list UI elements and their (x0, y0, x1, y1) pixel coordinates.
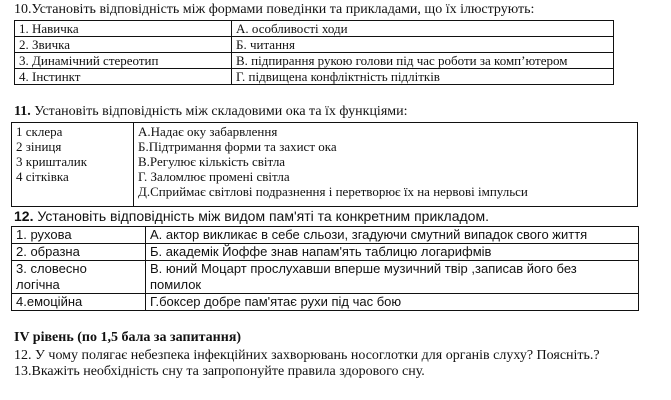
question-12-title (14, 208, 489, 224)
question-11-table (11, 122, 638, 207)
behavior-example: Г. підвищена конфліктність підлітків (232, 69, 614, 85)
question-12b: 12. У чому полягає небезпека інфекційних захворювань носоглотки для органів слуху? Поясніть.? (14, 348, 600, 363)
behavior-form: 2. Звичка (15, 37, 232, 53)
question-12-table (11, 226, 639, 311)
memory-type-line: 3. словесно (16, 261, 87, 276)
behavior-form: 1. Навичка (15, 21, 232, 37)
table-row (12, 261, 639, 294)
question-11-title (14, 104, 408, 120)
memory-example (146, 261, 639, 294)
question-number: 11. (14, 104, 31, 119)
memory-example-line: помилок (150, 277, 202, 292)
behavior-form: 4. Інстинкт (15, 69, 232, 85)
question-number: 12. (14, 208, 34, 224)
question-text: Установіть відповідність між видом пам'яті та конкретним прикладом. (33, 208, 489, 224)
memory-type-line: логічна (16, 277, 60, 292)
question-13: 13.Вкажіть необхідність сну та запропонуйте правила здорового сну. (14, 364, 425, 379)
level-heading: IV рівень (по 1,5 бала за запитання) (14, 330, 242, 345)
memory-example: А. актор викликає в себе сльози, згадуючи смутний випадок свого життя (146, 227, 639, 244)
memory-type (12, 261, 146, 294)
eye-functions-list (134, 123, 638, 207)
eye-parts-list (12, 123, 134, 207)
question-text: Установіть відповідність між складовими ока та їх функціями: (30, 104, 408, 119)
list-item: 2 зіниця (16, 139, 62, 154)
memory-example: Г.боксер добре пам'ятає рухи під час бою (146, 294, 639, 311)
question-10-title: 10.Установіть відповідність між формами поведінки та прикладами, що їх ілюструють: (14, 2, 535, 17)
memory-example: Б. академік Йоффе знав напам'ять таблицю логарифмів (146, 244, 639, 261)
list-item: А.Надає оку забарвлення (138, 124, 278, 139)
table-row (15, 53, 614, 69)
memory-type: 2. образна (12, 244, 146, 261)
table-row (15, 37, 614, 53)
question-10-table (14, 20, 614, 85)
list-item: 4 сітківка (16, 169, 69, 184)
table-row (12, 294, 639, 311)
behavior-example: В. підпирання рукою голови під час роботи за комп’ютером (232, 53, 614, 69)
memory-type: 1. рухова (12, 227, 146, 244)
table-row (15, 21, 614, 37)
list-item: В.Регулює кількість світла (138, 154, 286, 169)
behavior-example: А. особливості ходи (232, 21, 614, 37)
table-row (12, 123, 638, 207)
list-item: 3 кришталик (16, 154, 88, 169)
list-item: Б.Підтримання форми та захист ока (138, 139, 337, 154)
list-item: Г. Заломлює промені світла (138, 169, 290, 184)
behavior-form: 3. Динамічний стереотип (15, 53, 232, 69)
list-item: Д.Сприймає світлові подразнення і перетворює їх на нервові імпульси (138, 184, 528, 199)
table-row (15, 69, 614, 85)
table-row (12, 244, 639, 261)
list-item: 1 склера (16, 124, 63, 139)
memory-type: 4.емоційна (12, 294, 146, 311)
behavior-example: Б. читання (232, 37, 614, 53)
table-row (12, 227, 639, 244)
memory-example-line: В. юний Моцарт прослухавши вперше музичний твір ,записав його без (150, 261, 577, 276)
